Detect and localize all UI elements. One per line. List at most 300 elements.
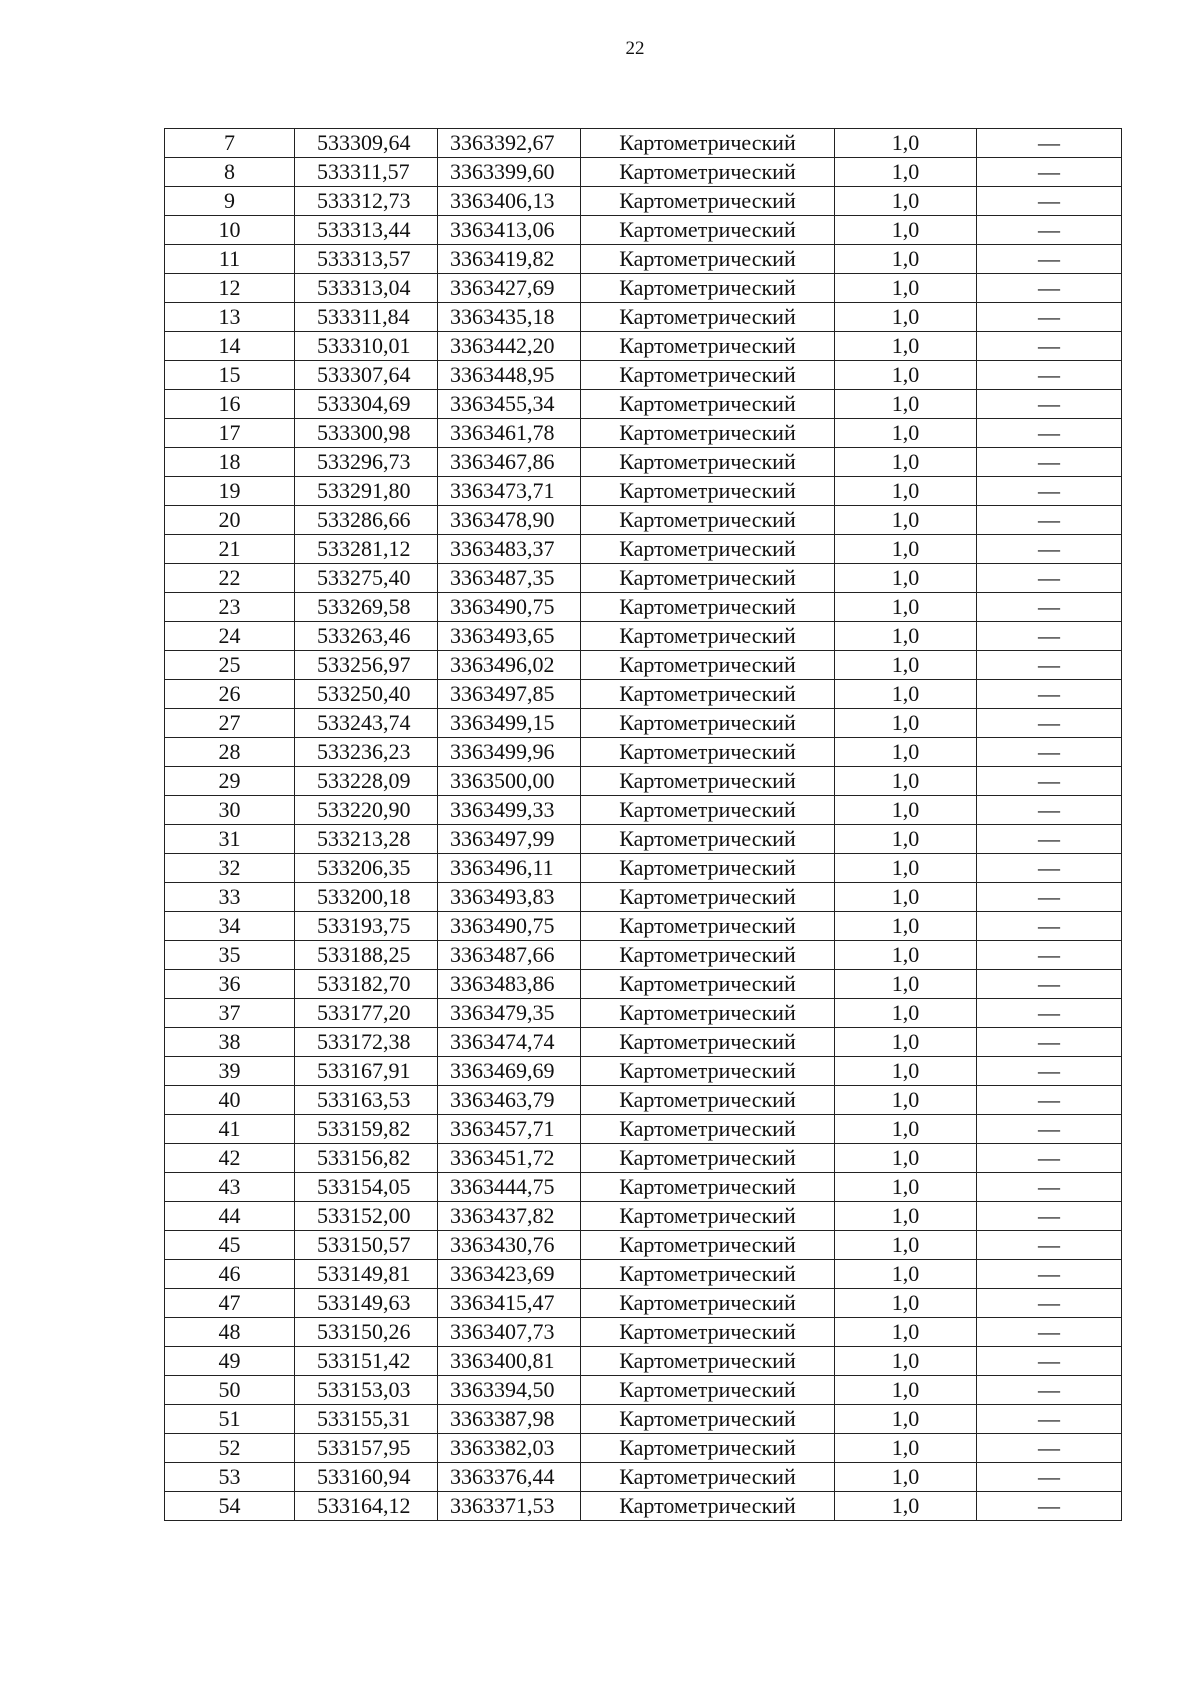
method-cell: Картометрический (581, 1231, 835, 1260)
method-cell: Картометрический (581, 912, 835, 941)
y-coordinate-cell: 3363499,15 (438, 709, 581, 738)
x-coordinate-cell: 533188,25 (295, 941, 438, 970)
y-coordinate-cell: 3363457,71 (438, 1115, 581, 1144)
note-cell: — (977, 651, 1122, 680)
y-coordinate-cell: 3363493,83 (438, 883, 581, 912)
y-coordinate-cell: 3363478,90 (438, 506, 581, 535)
x-coordinate-cell: 533206,35 (295, 854, 438, 883)
note-cell: — (977, 1144, 1122, 1173)
table-row (165, 680, 1122, 709)
table-row (165, 622, 1122, 651)
accuracy-cell: 1,0 (835, 303, 977, 332)
method-cell: Картометрический (581, 1202, 835, 1231)
point-number-cell: 39 (165, 1057, 295, 1086)
table-row (165, 767, 1122, 796)
point-number-cell: 26 (165, 680, 295, 709)
note-cell: — (977, 1289, 1122, 1318)
method-cell: Картометрический (581, 593, 835, 622)
accuracy-cell: 1,0 (835, 506, 977, 535)
point-number-cell: 18 (165, 448, 295, 477)
y-coordinate-cell: 3363423,69 (438, 1260, 581, 1289)
accuracy-cell: 1,0 (835, 1434, 977, 1463)
x-coordinate-cell: 533286,66 (295, 506, 438, 535)
x-coordinate-cell: 533172,38 (295, 1028, 438, 1057)
note-cell: — (977, 303, 1122, 332)
x-coordinate-cell: 533167,91 (295, 1057, 438, 1086)
x-coordinate-cell: 533164,12 (295, 1492, 438, 1521)
method-cell: Картометрический (581, 506, 835, 535)
table-row (165, 187, 1122, 216)
x-coordinate-cell: 533309,64 (295, 129, 438, 158)
x-coordinate-cell: 533256,97 (295, 651, 438, 680)
table-row (165, 1086, 1122, 1115)
y-coordinate-cell: 3363406,13 (438, 187, 581, 216)
note-cell: — (977, 216, 1122, 245)
point-number-cell: 50 (165, 1376, 295, 1405)
x-coordinate-cell: 533300,98 (295, 419, 438, 448)
accuracy-cell: 1,0 (835, 709, 977, 738)
accuracy-cell: 1,0 (835, 1347, 977, 1376)
x-coordinate-cell: 533296,73 (295, 448, 438, 477)
y-coordinate-cell: 3363437,82 (438, 1202, 581, 1231)
x-coordinate-cell: 533153,03 (295, 1376, 438, 1405)
point-number-cell: 48 (165, 1318, 295, 1347)
y-coordinate-cell: 3363497,99 (438, 825, 581, 854)
point-number-cell: 17 (165, 419, 295, 448)
table-row (165, 1347, 1122, 1376)
table-row (165, 970, 1122, 999)
note-cell: — (977, 1318, 1122, 1347)
point-number-cell: 29 (165, 767, 295, 796)
table-row (165, 129, 1122, 158)
table-row (165, 1231, 1122, 1260)
note-cell: — (977, 1028, 1122, 1057)
y-coordinate-cell: 3363399,60 (438, 158, 581, 187)
accuracy-cell: 1,0 (835, 738, 977, 767)
table-row (165, 1318, 1122, 1347)
note-cell: — (977, 883, 1122, 912)
y-coordinate-cell: 3363455,34 (438, 390, 581, 419)
y-coordinate-cell: 3363474,74 (438, 1028, 581, 1057)
accuracy-cell: 1,0 (835, 825, 977, 854)
y-coordinate-cell: 3363496,02 (438, 651, 581, 680)
accuracy-cell: 1,0 (835, 912, 977, 941)
method-cell: Картометрический (581, 1173, 835, 1202)
accuracy-cell: 1,0 (835, 970, 977, 999)
note-cell: — (977, 129, 1122, 158)
note-cell: — (977, 912, 1122, 941)
y-coordinate-cell: 3363448,95 (438, 361, 581, 390)
x-coordinate-cell: 533200,18 (295, 883, 438, 912)
y-coordinate-cell: 3363490,75 (438, 912, 581, 941)
x-coordinate-cell: 533304,69 (295, 390, 438, 419)
point-number-cell: 34 (165, 912, 295, 941)
accuracy-cell: 1,0 (835, 1376, 977, 1405)
x-coordinate-cell: 533313,04 (295, 274, 438, 303)
note-cell: — (977, 1231, 1122, 1260)
x-coordinate-cell: 533281,12 (295, 535, 438, 564)
point-number-cell: 22 (165, 564, 295, 593)
table-row (165, 535, 1122, 564)
method-cell: Картометрический (581, 796, 835, 825)
point-number-cell: 32 (165, 854, 295, 883)
x-coordinate-cell: 533307,64 (295, 361, 438, 390)
x-coordinate-cell: 533275,40 (295, 564, 438, 593)
point-number-cell: 27 (165, 709, 295, 738)
method-cell: Картометрический (581, 854, 835, 883)
accuracy-cell: 1,0 (835, 129, 977, 158)
table-row (165, 1289, 1122, 1318)
accuracy-cell: 1,0 (835, 767, 977, 796)
point-number-cell: 38 (165, 1028, 295, 1057)
method-cell: Картометрический (581, 245, 835, 274)
y-coordinate-cell: 3363487,35 (438, 564, 581, 593)
method-cell: Картометрический (581, 1028, 835, 1057)
y-coordinate-cell: 3363442,20 (438, 332, 581, 361)
accuracy-cell: 1,0 (835, 216, 977, 245)
point-number-cell: 53 (165, 1463, 295, 1492)
method-cell: Картометрический (581, 1115, 835, 1144)
table-row (165, 738, 1122, 767)
note-cell: — (977, 941, 1122, 970)
note-cell: — (977, 274, 1122, 303)
y-coordinate-cell: 3363469,69 (438, 1057, 581, 1086)
x-coordinate-cell: 533150,26 (295, 1318, 438, 1347)
point-number-cell: 52 (165, 1434, 295, 1463)
table-row (165, 1405, 1122, 1434)
table-row (165, 883, 1122, 912)
accuracy-cell: 1,0 (835, 999, 977, 1028)
method-cell: Картометрический (581, 361, 835, 390)
point-number-cell: 46 (165, 1260, 295, 1289)
y-coordinate-cell: 3363499,33 (438, 796, 581, 825)
point-number-cell: 28 (165, 738, 295, 767)
accuracy-cell: 1,0 (835, 651, 977, 680)
x-coordinate-cell: 533250,40 (295, 680, 438, 709)
table-row (165, 1463, 1122, 1492)
accuracy-cell: 1,0 (835, 187, 977, 216)
method-cell: Картометрический (581, 1376, 835, 1405)
point-number-cell: 19 (165, 477, 295, 506)
x-coordinate-cell: 533313,57 (295, 245, 438, 274)
accuracy-cell: 1,0 (835, 854, 977, 883)
table-row (165, 825, 1122, 854)
method-cell: Картометрический (581, 1318, 835, 1347)
point-number-cell: 11 (165, 245, 295, 274)
x-coordinate-cell: 533155,31 (295, 1405, 438, 1434)
method-cell: Картометрический (581, 999, 835, 1028)
point-number-cell: 33 (165, 883, 295, 912)
x-coordinate-cell: 533160,94 (295, 1463, 438, 1492)
accuracy-cell: 1,0 (835, 390, 977, 419)
table-row (165, 1434, 1122, 1463)
note-cell: — (977, 1173, 1122, 1202)
table-row (165, 854, 1122, 883)
y-coordinate-cell: 3363394,50 (438, 1376, 581, 1405)
table-row (165, 709, 1122, 738)
point-number-cell: 15 (165, 361, 295, 390)
method-cell: Картометрический (581, 129, 835, 158)
accuracy-cell: 1,0 (835, 1260, 977, 1289)
x-coordinate-cell: 533157,95 (295, 1434, 438, 1463)
y-coordinate-cell: 3363483,37 (438, 535, 581, 564)
accuracy-cell: 1,0 (835, 941, 977, 970)
accuracy-cell: 1,0 (835, 1492, 977, 1521)
method-cell: Картометрический (581, 390, 835, 419)
point-number-cell: 30 (165, 796, 295, 825)
note-cell: — (977, 1347, 1122, 1376)
x-coordinate-cell: 533149,63 (295, 1289, 438, 1318)
table-row (165, 912, 1122, 941)
accuracy-cell: 1,0 (835, 680, 977, 709)
table-row (165, 332, 1122, 361)
table-row (165, 593, 1122, 622)
note-cell: — (977, 332, 1122, 361)
accuracy-cell: 1,0 (835, 245, 977, 274)
point-number-cell: 14 (165, 332, 295, 361)
table-row (165, 941, 1122, 970)
x-coordinate-cell: 533228,09 (295, 767, 438, 796)
accuracy-cell: 1,0 (835, 361, 977, 390)
table-row (165, 1115, 1122, 1144)
method-cell: Картометрический (581, 1057, 835, 1086)
point-number-cell: 20 (165, 506, 295, 535)
table-row (165, 361, 1122, 390)
note-cell: — (977, 593, 1122, 622)
accuracy-cell: 1,0 (835, 535, 977, 564)
table-row (165, 448, 1122, 477)
y-coordinate-cell: 3363427,69 (438, 274, 581, 303)
method-cell: Картометрический (581, 564, 835, 593)
table-row (165, 1260, 1122, 1289)
method-cell: Картометрический (581, 1289, 835, 1318)
note-cell: — (977, 564, 1122, 593)
x-coordinate-cell: 533311,57 (295, 158, 438, 187)
point-number-cell: 44 (165, 1202, 295, 1231)
table-row (165, 1057, 1122, 1086)
note-cell: — (977, 361, 1122, 390)
accuracy-cell: 1,0 (835, 332, 977, 361)
method-cell: Картометрический (581, 622, 835, 651)
note-cell: — (977, 825, 1122, 854)
point-number-cell: 51 (165, 1405, 295, 1434)
y-coordinate-cell: 3363496,11 (438, 854, 581, 883)
x-coordinate-cell: 533163,53 (295, 1086, 438, 1115)
accuracy-cell: 1,0 (835, 1463, 977, 1492)
x-coordinate-cell: 533243,74 (295, 709, 438, 738)
method-cell: Картометрический (581, 709, 835, 738)
point-number-cell: 43 (165, 1173, 295, 1202)
table-row (165, 477, 1122, 506)
point-number-cell: 41 (165, 1115, 295, 1144)
y-coordinate-cell: 3363487,66 (438, 941, 581, 970)
x-coordinate-cell: 533152,00 (295, 1202, 438, 1231)
y-coordinate-cell: 3363490,75 (438, 593, 581, 622)
y-coordinate-cell: 3363407,73 (438, 1318, 581, 1347)
method-cell: Картометрический (581, 970, 835, 999)
table-row (165, 245, 1122, 274)
y-coordinate-cell: 3363483,86 (438, 970, 581, 999)
point-number-cell: 35 (165, 941, 295, 970)
table-row (165, 158, 1122, 187)
table-row (165, 1144, 1122, 1173)
y-coordinate-cell: 3363382,03 (438, 1434, 581, 1463)
point-number-cell: 45 (165, 1231, 295, 1260)
point-number-cell: 9 (165, 187, 295, 216)
point-number-cell: 31 (165, 825, 295, 854)
method-cell: Картометрический (581, 419, 835, 448)
method-cell: Картометрический (581, 1492, 835, 1521)
x-coordinate-cell: 533193,75 (295, 912, 438, 941)
note-cell: — (977, 1202, 1122, 1231)
x-coordinate-cell: 533291,80 (295, 477, 438, 506)
note-cell: — (977, 999, 1122, 1028)
point-number-cell: 36 (165, 970, 295, 999)
note-cell: — (977, 796, 1122, 825)
x-coordinate-cell: 533312,73 (295, 187, 438, 216)
y-coordinate-cell: 3363387,98 (438, 1405, 581, 1434)
note-cell: — (977, 390, 1122, 419)
x-coordinate-cell: 533313,44 (295, 216, 438, 245)
point-number-cell: 47 (165, 1289, 295, 1318)
note-cell: — (977, 1260, 1122, 1289)
accuracy-cell: 1,0 (835, 883, 977, 912)
note-cell: — (977, 1057, 1122, 1086)
point-number-cell: 12 (165, 274, 295, 303)
note-cell: — (977, 680, 1122, 709)
point-number-cell: 21 (165, 535, 295, 564)
x-coordinate-cell: 533220,90 (295, 796, 438, 825)
y-coordinate-cell: 3363479,35 (438, 999, 581, 1028)
method-cell: Картометрический (581, 941, 835, 970)
table-row (165, 419, 1122, 448)
point-number-cell: 16 (165, 390, 295, 419)
y-coordinate-cell: 3363419,82 (438, 245, 581, 274)
accuracy-cell: 1,0 (835, 1405, 977, 1434)
y-coordinate-cell: 3363444,75 (438, 1173, 581, 1202)
accuracy-cell: 1,0 (835, 1202, 977, 1231)
accuracy-cell: 1,0 (835, 1173, 977, 1202)
method-cell: Картометрический (581, 303, 835, 332)
point-number-cell: 25 (165, 651, 295, 680)
y-coordinate-cell: 3363499,96 (438, 738, 581, 767)
note-cell: — (977, 1405, 1122, 1434)
point-number-cell: 13 (165, 303, 295, 332)
point-number-cell: 24 (165, 622, 295, 651)
method-cell: Картометрический (581, 1463, 835, 1492)
note-cell: — (977, 854, 1122, 883)
y-coordinate-cell: 3363413,06 (438, 216, 581, 245)
x-coordinate-cell: 533177,20 (295, 999, 438, 1028)
note-cell: — (977, 448, 1122, 477)
table-row (165, 999, 1122, 1028)
table-row (165, 506, 1122, 535)
table-row (165, 796, 1122, 825)
point-number-cell: 37 (165, 999, 295, 1028)
point-number-cell: 40 (165, 1086, 295, 1115)
note-cell: — (977, 419, 1122, 448)
y-coordinate-cell: 3363467,86 (438, 448, 581, 477)
y-coordinate-cell: 3363463,79 (438, 1086, 581, 1115)
y-coordinate-cell: 3363493,65 (438, 622, 581, 651)
y-coordinate-cell: 3363415,47 (438, 1289, 581, 1318)
method-cell: Картометрический (581, 680, 835, 709)
table-row (165, 390, 1122, 419)
y-coordinate-cell: 3363500,00 (438, 767, 581, 796)
method-cell: Картометрический (581, 477, 835, 506)
accuracy-cell: 1,0 (835, 796, 977, 825)
y-coordinate-cell: 3363473,71 (438, 477, 581, 506)
method-cell: Картометрический (581, 651, 835, 680)
y-coordinate-cell: 3363400,81 (438, 1347, 581, 1376)
accuracy-cell: 1,0 (835, 419, 977, 448)
accuracy-cell: 1,0 (835, 477, 977, 506)
method-cell: Картометрический (581, 448, 835, 477)
point-number-cell: 42 (165, 1144, 295, 1173)
point-number-cell: 8 (165, 158, 295, 187)
table-row (165, 1376, 1122, 1405)
x-coordinate-cell: 533159,82 (295, 1115, 438, 1144)
method-cell: Картометрический (581, 187, 835, 216)
x-coordinate-cell: 533182,70 (295, 970, 438, 999)
y-coordinate-cell: 3363371,53 (438, 1492, 581, 1521)
accuracy-cell: 1,0 (835, 622, 977, 651)
coordinates-table (164, 128, 1122, 1521)
method-cell: Картометрический (581, 1260, 835, 1289)
method-cell: Картометрический (581, 158, 835, 187)
note-cell: — (977, 477, 1122, 506)
method-cell: Картометрический (581, 535, 835, 564)
table-row (165, 651, 1122, 680)
y-coordinate-cell: 3363430,76 (438, 1231, 581, 1260)
note-cell: — (977, 506, 1122, 535)
method-cell: Картометрический (581, 216, 835, 245)
method-cell: Картометрический (581, 1347, 835, 1376)
method-cell: Картометрический (581, 767, 835, 796)
accuracy-cell: 1,0 (835, 593, 977, 622)
table-row (165, 1173, 1122, 1202)
note-cell: — (977, 709, 1122, 738)
note-cell: — (977, 1086, 1122, 1115)
method-cell: Картометрический (581, 883, 835, 912)
y-coordinate-cell: 3363435,18 (438, 303, 581, 332)
accuracy-cell: 1,0 (835, 1028, 977, 1057)
note-cell: — (977, 535, 1122, 564)
point-number-cell: 7 (165, 129, 295, 158)
method-cell: Картометрический (581, 1405, 835, 1434)
table-row (165, 303, 1122, 332)
accuracy-cell: 1,0 (835, 564, 977, 593)
note-cell: — (977, 1115, 1122, 1144)
y-coordinate-cell: 3363392,67 (438, 129, 581, 158)
page-number: 22 (625, 38, 645, 59)
x-coordinate-cell: 533263,46 (295, 622, 438, 651)
accuracy-cell: 1,0 (835, 274, 977, 303)
table-row (165, 216, 1122, 245)
note-cell: — (977, 767, 1122, 796)
note-cell: — (977, 187, 1122, 216)
x-coordinate-cell: 533156,82 (295, 1144, 438, 1173)
point-number-cell: 23 (165, 593, 295, 622)
note-cell: — (977, 158, 1122, 187)
accuracy-cell: 1,0 (835, 1231, 977, 1260)
x-coordinate-cell: 533213,28 (295, 825, 438, 854)
point-number-cell: 10 (165, 216, 295, 245)
accuracy-cell: 1,0 (835, 1086, 977, 1115)
note-cell: — (977, 970, 1122, 999)
y-coordinate-cell: 3363376,44 (438, 1463, 581, 1492)
x-coordinate-cell: 533154,05 (295, 1173, 438, 1202)
